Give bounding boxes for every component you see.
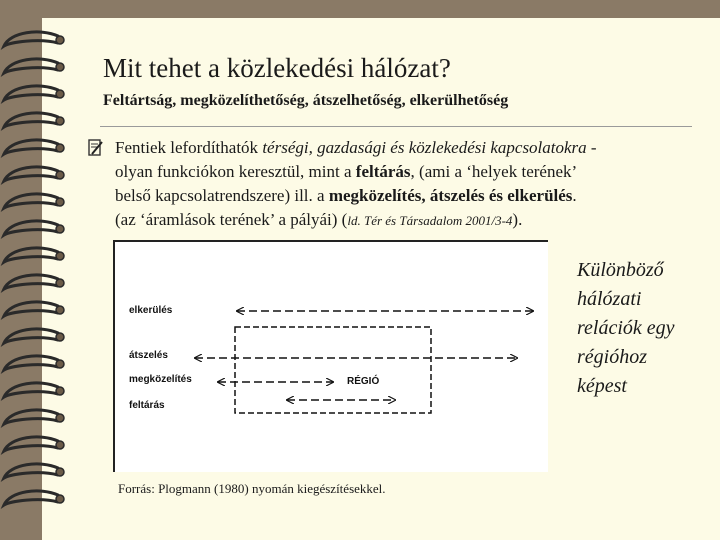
bullet-text-plain: (az ‘áramlások terének’ a pályái) ( xyxy=(115,210,348,229)
bullet-line-2 xyxy=(115,160,695,184)
side-caption xyxy=(577,256,717,401)
binding-ring-icon xyxy=(4,221,64,235)
binding-ring-icon xyxy=(4,59,64,73)
bullet-line-4 xyxy=(115,208,695,233)
bullet-reference: ld. Tér és Társadalom 2001/3-4 xyxy=(347,213,513,228)
network-relations-diagram xyxy=(113,240,548,472)
label-atszeles: átszelés xyxy=(129,350,168,361)
binding-ring-icon xyxy=(4,86,64,100)
bullet-text-bold: megközelítés, átszelés és elkerülés xyxy=(328,186,573,205)
bullet-text xyxy=(115,136,695,233)
binding-ring-icon xyxy=(4,32,64,46)
side-caption-line: Különböző xyxy=(577,259,664,281)
binding-ring-icon xyxy=(4,356,64,370)
label-feltaras: feltárás xyxy=(129,400,165,411)
spiral-binding-icon xyxy=(0,0,70,540)
binding-ring-icon xyxy=(4,302,64,316)
side-caption-line: képest xyxy=(577,375,627,397)
side-caption-line: régióhoz xyxy=(577,346,647,368)
binding-ring-icon xyxy=(4,113,64,127)
title-divider xyxy=(100,126,692,127)
binding-ring-icon xyxy=(4,383,64,397)
binding-ring-icon xyxy=(4,275,64,289)
bullet-text-plain: olyan funkciókon keresztül, mint a xyxy=(115,162,356,181)
side-caption-line: relációk egy xyxy=(577,317,675,339)
region-box xyxy=(235,327,431,413)
binding-ring-icon xyxy=(4,329,64,343)
binding-ring-icon xyxy=(4,437,64,451)
binding-ring-icon xyxy=(4,140,64,154)
label-megkozelites: megközelítés xyxy=(129,374,192,385)
bullet-text-plain: , (ami a ‘helyek terének’ xyxy=(410,162,578,181)
side-caption-line: hálózati xyxy=(577,288,642,310)
bullet-text-bold: feltárás xyxy=(355,162,411,181)
binding-ring-icon xyxy=(4,410,64,424)
figure-source: Forrás: Plogmann (1980) nyomán kiegészítésekkel. xyxy=(118,481,386,496)
bullet-text-italic: térségi, gazdasági és közlekedési kapcsolatokra - xyxy=(262,138,597,157)
binding-ring-icon xyxy=(4,194,64,208)
label-regio: RÉGIÓ xyxy=(347,376,380,387)
binding-ring-icon xyxy=(4,167,64,181)
binding-ring-icon xyxy=(4,491,64,505)
bullet-text-plain: belső kapcsolatrendszere) ill. a xyxy=(115,186,329,205)
bullet-line-3 xyxy=(115,184,695,208)
slide-subtitle: Feltártság, megközelíthetőség, átszelhetőség, elkerülhetőség xyxy=(103,92,509,109)
binding-ring-icon xyxy=(4,464,64,478)
pen-bullet-icon xyxy=(88,139,104,157)
binding-ring-icon xyxy=(4,248,64,262)
bullet-line-1 xyxy=(115,136,695,160)
label-elkerules: elkerülés xyxy=(129,305,173,316)
bullet-text-plain: Fentiek lefordíthatók xyxy=(115,138,263,157)
bullet-text-plain: . xyxy=(572,186,577,205)
bullet-text-plain: ). xyxy=(512,210,523,229)
slide-title: Mit tehet a közlekedési hálózat? xyxy=(103,53,451,83)
